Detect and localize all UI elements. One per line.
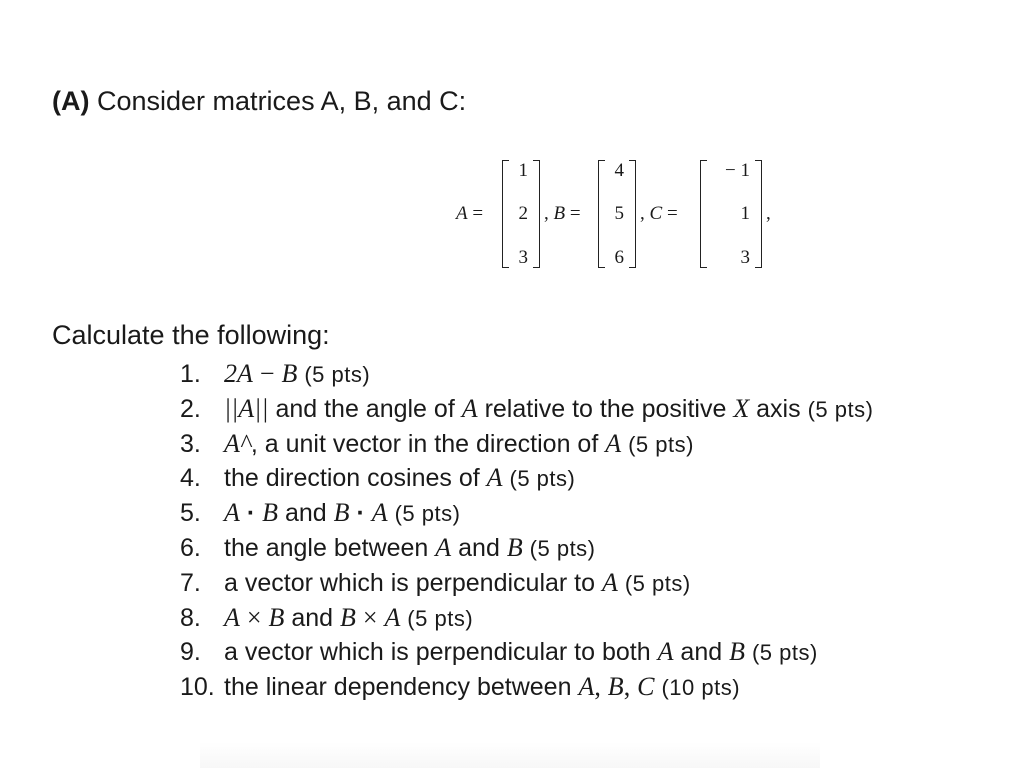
matrix-c-label: , C = — [640, 203, 678, 224]
question-item-6: 6. the angle between A and B (5 pts) — [180, 532, 596, 562]
points: (5 pts) — [407, 605, 474, 631]
matrix-b-cell: 4 — [614, 160, 624, 181]
matrix-c — [700, 160, 762, 268]
matrix-a-cell: 2 — [518, 203, 528, 224]
question-item-8: 8. A × B and B × A (5 pts) — [180, 602, 474, 632]
matrix-b-cell: 6 — [614, 247, 624, 268]
section-heading-text: Consider matrices A, B, and C: — [97, 86, 467, 116]
instructions-text: Calculate the following: — [52, 320, 330, 350]
question-item-1: 1. 2A − B (5 pts) — [180, 359, 371, 388]
matrix-b-label: , B = — [544, 203, 581, 224]
matrix-a-label: A = — [456, 203, 484, 224]
question-item-3: 3. A^, a unit vector in the direction of A (5 pts) — [180, 428, 694, 458]
matrix-b — [598, 160, 636, 268]
points: (5 pts) — [628, 431, 694, 457]
points: (5 pts) — [751, 640, 818, 666]
section-label: (A) — [52, 86, 90, 116]
matrix-a-cell: 3 — [518, 247, 528, 268]
matrix-a-cell: 1 — [518, 160, 528, 181]
points: (10 pts) — [661, 675, 741, 701]
matrix-c-cell: 3 — [740, 247, 750, 268]
question-item-9: 9. a vector which is perpendicular to both A and B (5 pts) — [180, 637, 818, 667]
matrix-c-cell: − 1 — [725, 160, 750, 181]
question-item-4: 4. the direction cosines of A (5 pts) — [180, 463, 576, 493]
matrix-b-cell: 5 — [614, 203, 624, 224]
matrix-trailing-comma: , — [766, 203, 771, 224]
points: (5 pts) — [509, 466, 576, 492]
question-item-2: 2. ||A|| and the angle of A relative to the positive X axis (5 pts) — [180, 393, 874, 423]
points: (5 pts) — [304, 362, 371, 387]
question-item-10: 10. the linear dependency between A, B, C (10 pts) — [180, 672, 741, 702]
matrix-a — [502, 160, 540, 268]
question-item-5: 5. A · B and B · A (5 pts) — [180, 498, 461, 528]
question-list — [180, 357, 873, 705]
bottom-shadow — [200, 742, 820, 768]
points: (5 pts) — [529, 535, 596, 561]
question-item-7: 7. a vector which is perpendicular to A (5 pts) — [180, 567, 691, 597]
points: (5 pts) — [624, 570, 691, 596]
points: (5 pts) — [807, 396, 874, 422]
points: (5 pts) — [394, 501, 461, 527]
section-heading — [52, 86, 466, 117]
matrix-c-cell: 1 — [740, 203, 750, 224]
